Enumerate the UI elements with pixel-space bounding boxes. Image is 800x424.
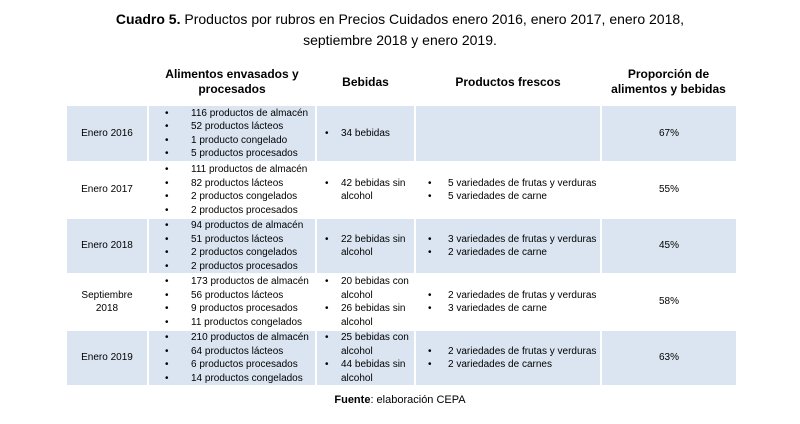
table-title-text-line2: septiembre 2018 y enero 2019. — [303, 32, 497, 48]
list-item: • 2 productos procesados — [149, 204, 315, 218]
list-item: • 2 productos congelados — [149, 190, 315, 204]
table-row — [67, 274, 736, 330]
header-proportion: Proporción de alimentos y bebidas — [611, 67, 726, 96]
list-item: • 34 bebidas — [317, 127, 414, 141]
list-item: • 42 bebidas sin alcohol — [317, 177, 414, 204]
row-drinks-list — [317, 233, 414, 260]
row-food — [148, 330, 316, 386]
products-table — [67, 58, 736, 387]
header-fresh: Productos frescos — [455, 74, 561, 89]
list-item: • 64 productos lácteos — [149, 345, 315, 359]
list-item: • 2 variedades de carne — [416, 246, 600, 260]
row-food — [148, 162, 316, 218]
row-fresh-list — [416, 345, 600, 372]
row-drinks-list — [317, 331, 414, 385]
row-fresh — [415, 162, 601, 218]
table-row — [67, 106, 736, 162]
row-fresh — [415, 330, 601, 386]
list-item: • 11 productos congelados — [149, 316, 315, 330]
list-item: • 5 variedades de carne — [416, 190, 600, 204]
row-proportion: 67% — [601, 106, 736, 162]
list-item: • 25 bebidas con alcohol — [317, 331, 414, 358]
list-item: • 111 productos de almacén — [149, 163, 315, 177]
table-row — [67, 330, 736, 386]
row-drinks — [316, 106, 415, 162]
table-title-label: Cuadro 5. — [115, 11, 181, 27]
row-period: Enero 2019 — [67, 330, 148, 386]
row-drinks — [316, 330, 415, 386]
list-item: • 14 productos congelados — [149, 372, 315, 386]
list-item: • 26 bebidas sin alcohol — [317, 302, 414, 329]
row-period: Enero 2016 — [67, 106, 148, 162]
row-proportion: 55% — [601, 162, 736, 218]
list-item: • 20 bebidas con alcohol — [317, 275, 414, 302]
table-title-text: Productos por rubros en Precios Cuidados enero 2016, enero 2017, enero 2018, — [184, 11, 685, 27]
row-fresh-list — [416, 233, 600, 260]
row-food-list — [149, 107, 315, 161]
row-drinks-list — [317, 177, 414, 204]
row-drinks — [316, 274, 415, 330]
list-item: • 2 variedades de frutas y verduras — [416, 345, 600, 359]
source-note — [0, 394, 800, 406]
list-item: • 2 productos congelados — [149, 246, 315, 260]
list-item: • 82 productos lácteos — [149, 177, 315, 191]
row-food — [148, 106, 316, 162]
table-title — [0, 9, 800, 51]
list-item: • 94 productos de almacén — [149, 219, 315, 233]
row-food-list — [149, 331, 315, 385]
source-text: : elaboración CEPA — [370, 394, 466, 406]
row-fresh — [415, 106, 601, 162]
list-item: • 6 productos procesados — [149, 358, 315, 372]
list-item: • 210 productos de almacén — [149, 331, 315, 345]
row-drinks-list — [317, 127, 414, 141]
row-proportion: 45% — [601, 218, 736, 274]
row-fresh-list — [416, 289, 600, 316]
list-item: • 5 productos procesados — [149, 147, 315, 161]
table-row — [67, 218, 736, 274]
row-food-list — [149, 163, 315, 217]
row-fresh-list — [416, 177, 600, 204]
list-item: • 2 productos procesados — [149, 260, 315, 274]
list-item: • 51 productos lácteos — [149, 233, 315, 247]
header-food: Alimentos envasados y procesados — [165, 67, 299, 96]
list-item: • 3 variedades de carne — [416, 302, 600, 316]
list-item: • 3 variedades de frutas y verduras — [416, 233, 600, 247]
list-item: • 5 variedades de frutas y verduras — [416, 177, 600, 191]
list-item: • 22 bebidas sin alcohol — [317, 233, 414, 260]
row-drinks — [316, 162, 415, 218]
list-item: • 116 productos de almacén — [149, 107, 315, 121]
header-period — [67, 58, 148, 106]
row-period: Septiembre 2018 — [67, 274, 148, 330]
list-item: • 56 productos lácteos — [149, 289, 315, 303]
list-item: • 52 productos lácteos — [149, 120, 315, 134]
row-period: Enero 2018 — [67, 218, 148, 274]
list-item: • 1 producto congelado — [149, 134, 315, 148]
list-item: • 9 productos procesados — [149, 302, 315, 316]
table-row — [67, 162, 736, 218]
list-item: • 173 productos de almacén — [149, 275, 315, 289]
row-food — [148, 274, 316, 330]
table-body — [67, 106, 736, 386]
row-period: Enero 2017 — [67, 162, 148, 218]
list-item: • 2 variedades de frutas y verduras — [416, 289, 600, 303]
source-label: Fuente — [334, 394, 371, 406]
row-food-list — [149, 275, 315, 329]
list-item: • 2 variedades de carnes — [416, 358, 600, 372]
row-drinks-list — [317, 275, 414, 329]
row-proportion: 63% — [601, 330, 736, 386]
header-row — [67, 58, 736, 106]
header-drinks: Bebidas — [342, 74, 389, 89]
row-fresh — [415, 218, 601, 274]
row-fresh — [415, 274, 601, 330]
row-food — [148, 218, 316, 274]
row-drinks — [316, 218, 415, 274]
list-item: • 44 bebidas sin alcohol — [317, 358, 414, 385]
row-food-list — [149, 219, 315, 273]
row-proportion: 58% — [601, 274, 736, 330]
